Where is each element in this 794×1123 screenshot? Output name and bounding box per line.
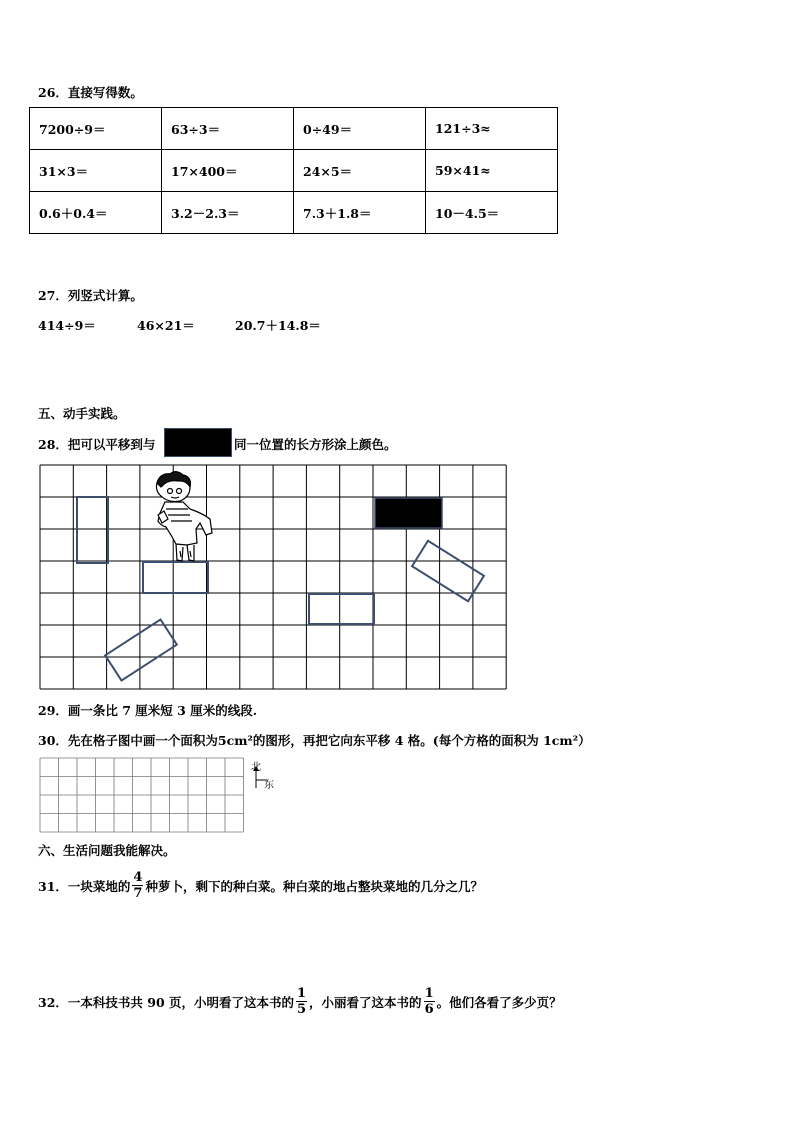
q32-fraction-1	[296, 986, 307, 1017]
fraction-denominator: 5	[297, 1002, 307, 1017]
table-row	[30, 108, 558, 150]
rectangle-rotated[interactable]	[105, 619, 177, 680]
rectangle-filled[interactable]	[375, 498, 442, 528]
rectangle-vertical[interactable]	[77, 497, 108, 563]
q27-item: 20.7＋14.8＝	[235, 318, 321, 333]
target-rectangle-sample	[164, 428, 232, 457]
table-row	[30, 192, 558, 234]
q32-line	[38, 986, 562, 1017]
table-cell: 10－4.5＝	[426, 192, 558, 234]
q28-text-before: 28．把可以平移到与	[38, 437, 156, 452]
table-cell: 7.3＋1.8＝	[294, 192, 426, 234]
fraction-numerator: 4	[133, 870, 143, 885]
q32-part2: ，小丽看了这本书的	[309, 994, 422, 1010]
section-6-title: 六、生活问题我能解决。	[38, 843, 176, 858]
table-cell: 17×400＝	[162, 150, 294, 192]
q32-part3: 。他们各看了多少页？	[436, 994, 562, 1010]
q27-title: 27．列竖式计算。	[38, 288, 143, 303]
table-cell: 24×5＝	[294, 150, 426, 192]
q28-text-after: 同一位置的长方形涂上颜色。	[234, 437, 397, 452]
q27-item: 414÷9＝	[38, 318, 96, 333]
q32-part1: 32．一本科技书共 90 页，小明看了这本书的	[38, 994, 294, 1010]
boy-illustration	[157, 472, 213, 561]
compass-east-label: 东	[264, 780, 274, 791]
q26-title: 26．直接写得数。	[38, 85, 143, 100]
table-cell: 0÷49＝	[294, 108, 426, 150]
fraction-denominator: 7	[133, 886, 143, 901]
q28-grid	[40, 465, 510, 690]
q29-text: 29．画一条比 7 厘米短 3 厘米的线段.	[38, 703, 258, 718]
q31-before: 31．一块菜地的	[38, 878, 131, 894]
fraction-denominator: 6	[424, 1002, 434, 1017]
q32-fraction-2	[424, 986, 435, 1017]
rectangle-horizontal[interactable]	[143, 562, 208, 593]
table-cell: 0.6＋0.4＝	[30, 192, 162, 234]
q31-after: 种萝卜，剩下的种白菜。种白菜的地占整块菜地的几分之几？	[145, 878, 483, 894]
fraction-numerator: 1	[297, 986, 307, 1001]
table-cell: 31×3＝	[30, 150, 162, 192]
fraction-numerator: 1	[424, 986, 434, 1001]
q31-fraction	[132, 870, 143, 901]
compass-north-label: 北	[251, 762, 261, 773]
rectangle-horizontal[interactable]	[309, 594, 374, 624]
q30-text: 30．先在格子图中画一个面积为5cm²的图形，再把它向东平移 4 格。(每个方格的面积为 1cm²）	[38, 733, 591, 748]
table-row	[30, 150, 558, 192]
table-cell: 7200÷9＝	[30, 108, 162, 150]
table-cell: 63÷3＝	[162, 108, 294, 150]
table-cell: 3.2－2.3＝	[162, 192, 294, 234]
q26-table	[29, 107, 558, 234]
table-cell: 121÷3≈	[426, 108, 558, 150]
q31-line	[38, 870, 483, 901]
section-5-title: 五、动手实践。	[38, 406, 126, 421]
q27-item: 46×21＝	[137, 318, 195, 333]
table-cell: 59×41≈	[426, 150, 558, 192]
